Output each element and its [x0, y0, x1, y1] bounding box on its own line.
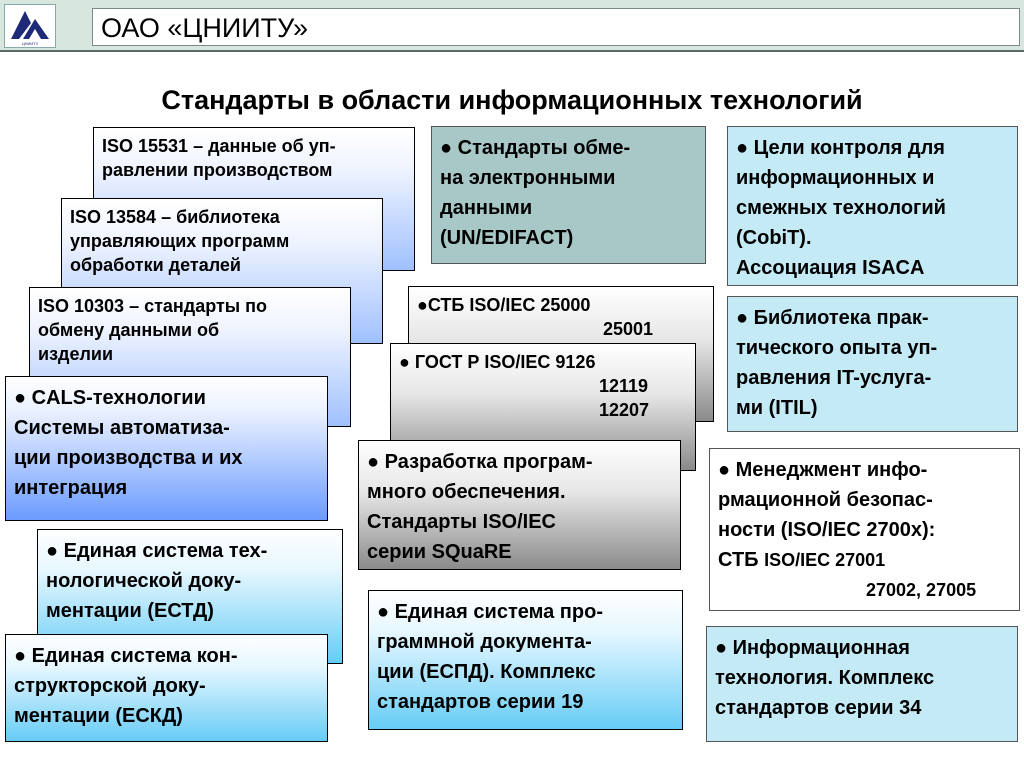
- box-line-part: СТБ: [718, 549, 759, 571]
- box-line: интеграция: [14, 477, 128, 499]
- title-box: [92, 8, 1020, 46]
- box-line: на электронными: [440, 167, 616, 189]
- box-eskd: [5, 634, 328, 742]
- box-line: ● Информационная: [715, 637, 910, 659]
- box-line: смежных технологий: [736, 197, 946, 219]
- box-line: управляющих программ: [70, 231, 290, 251]
- box-line: равлении производством: [102, 160, 333, 180]
- box-line: ● Единая система тех-: [46, 540, 268, 562]
- box-line: ● Цели контроля для: [736, 137, 945, 159]
- slide-heading: Стандарты в области информационных технологий: [161, 85, 863, 115]
- box-iso2700x: [709, 448, 1020, 611]
- box-line: информационных и: [736, 167, 935, 189]
- box-line: ● Библиотека прак-: [736, 307, 929, 329]
- box-line: равления IT-услуга-: [736, 367, 932, 389]
- box-line: ции производства и их: [14, 447, 243, 469]
- box-line: обмену данными об: [38, 320, 220, 340]
- box-line: 12119: [599, 376, 649, 396]
- box-line: 27002, 27005: [866, 580, 977, 600]
- box-line: 25001: [603, 319, 654, 339]
- box-line: ности (ISO/IEC 2700x):: [718, 519, 936, 541]
- box-line: (CobiT).: [736, 227, 812, 249]
- box-line: ● Разработка програм-: [367, 451, 593, 473]
- box-line: ● Единая система кон-: [14, 645, 238, 667]
- box-line: ●СТБ ISO/IEC 25000: [417, 295, 591, 315]
- box-line: ментации (ЕСТД): [46, 600, 214, 622]
- box-line: ISO 10303 – стандарты по: [38, 296, 268, 316]
- box-itil: [727, 296, 1018, 432]
- box-line: Ассоциация ISACA: [736, 257, 925, 279]
- logo-text: ЦНИИТУ: [21, 41, 39, 46]
- box-line: обработки деталей: [70, 255, 241, 275]
- box-line: ISO 15531 – данные об уп-: [102, 136, 336, 156]
- box-espd: [368, 590, 683, 730]
- box-line: 12207: [599, 400, 650, 420]
- box-line: рмационной безопас-: [718, 489, 933, 511]
- page-title: ОАО «ЦНИИТУ»: [101, 13, 309, 43]
- box-square: [358, 440, 681, 570]
- logo: [4, 4, 56, 48]
- box-line: граммной документа-: [377, 631, 592, 653]
- box-series34: [706, 626, 1018, 742]
- box-cobit: [727, 126, 1018, 286]
- box-line: ● CALS-технологии: [14, 387, 206, 409]
- box-line: ● Стандарты обме-: [440, 137, 631, 159]
- box-line: данными: [440, 197, 533, 219]
- box-line: ментации (ЕСКД): [14, 705, 183, 727]
- box-line: ции (ЕСПД). Комплекс: [377, 661, 596, 683]
- box-line-part: ISO/IEC 27001: [764, 550, 886, 570]
- box-line: серии SQuaRE: [367, 541, 512, 563]
- box-line: нологической доку-: [46, 570, 242, 592]
- box-line: ● Менеджмент инфо-: [718, 459, 928, 481]
- box-line: технология. Комплекс: [715, 667, 935, 689]
- box-line: (UN/EDIFACT): [440, 227, 574, 249]
- box-line: изделии: [38, 344, 114, 364]
- box-line: много обеспечения.: [367, 481, 566, 503]
- box-line: Системы автоматиза-: [14, 417, 230, 439]
- box-line: ● ГОСТ Р ISO/IEC 9126: [399, 352, 596, 372]
- box-line: структорской доку-: [14, 675, 206, 697]
- box-line: [718, 545, 1011, 575]
- box-edifact: [431, 126, 706, 264]
- cniitu-logo-icon: [5, 5, 55, 47]
- box-line: стандартов серии 19: [377, 691, 584, 713]
- box-line: тического опыта уп-: [736, 337, 938, 359]
- box-line: стандартов серии 34: [715, 697, 922, 719]
- box-cals: [5, 376, 328, 521]
- box-line: ● Единая система про-: [377, 601, 603, 623]
- box-line: ISO 13584 – библиотека: [70, 207, 280, 227]
- box-line: ми (ITIL): [736, 397, 818, 419]
- box-line: Стандарты ISO/IEC: [367, 511, 556, 533]
